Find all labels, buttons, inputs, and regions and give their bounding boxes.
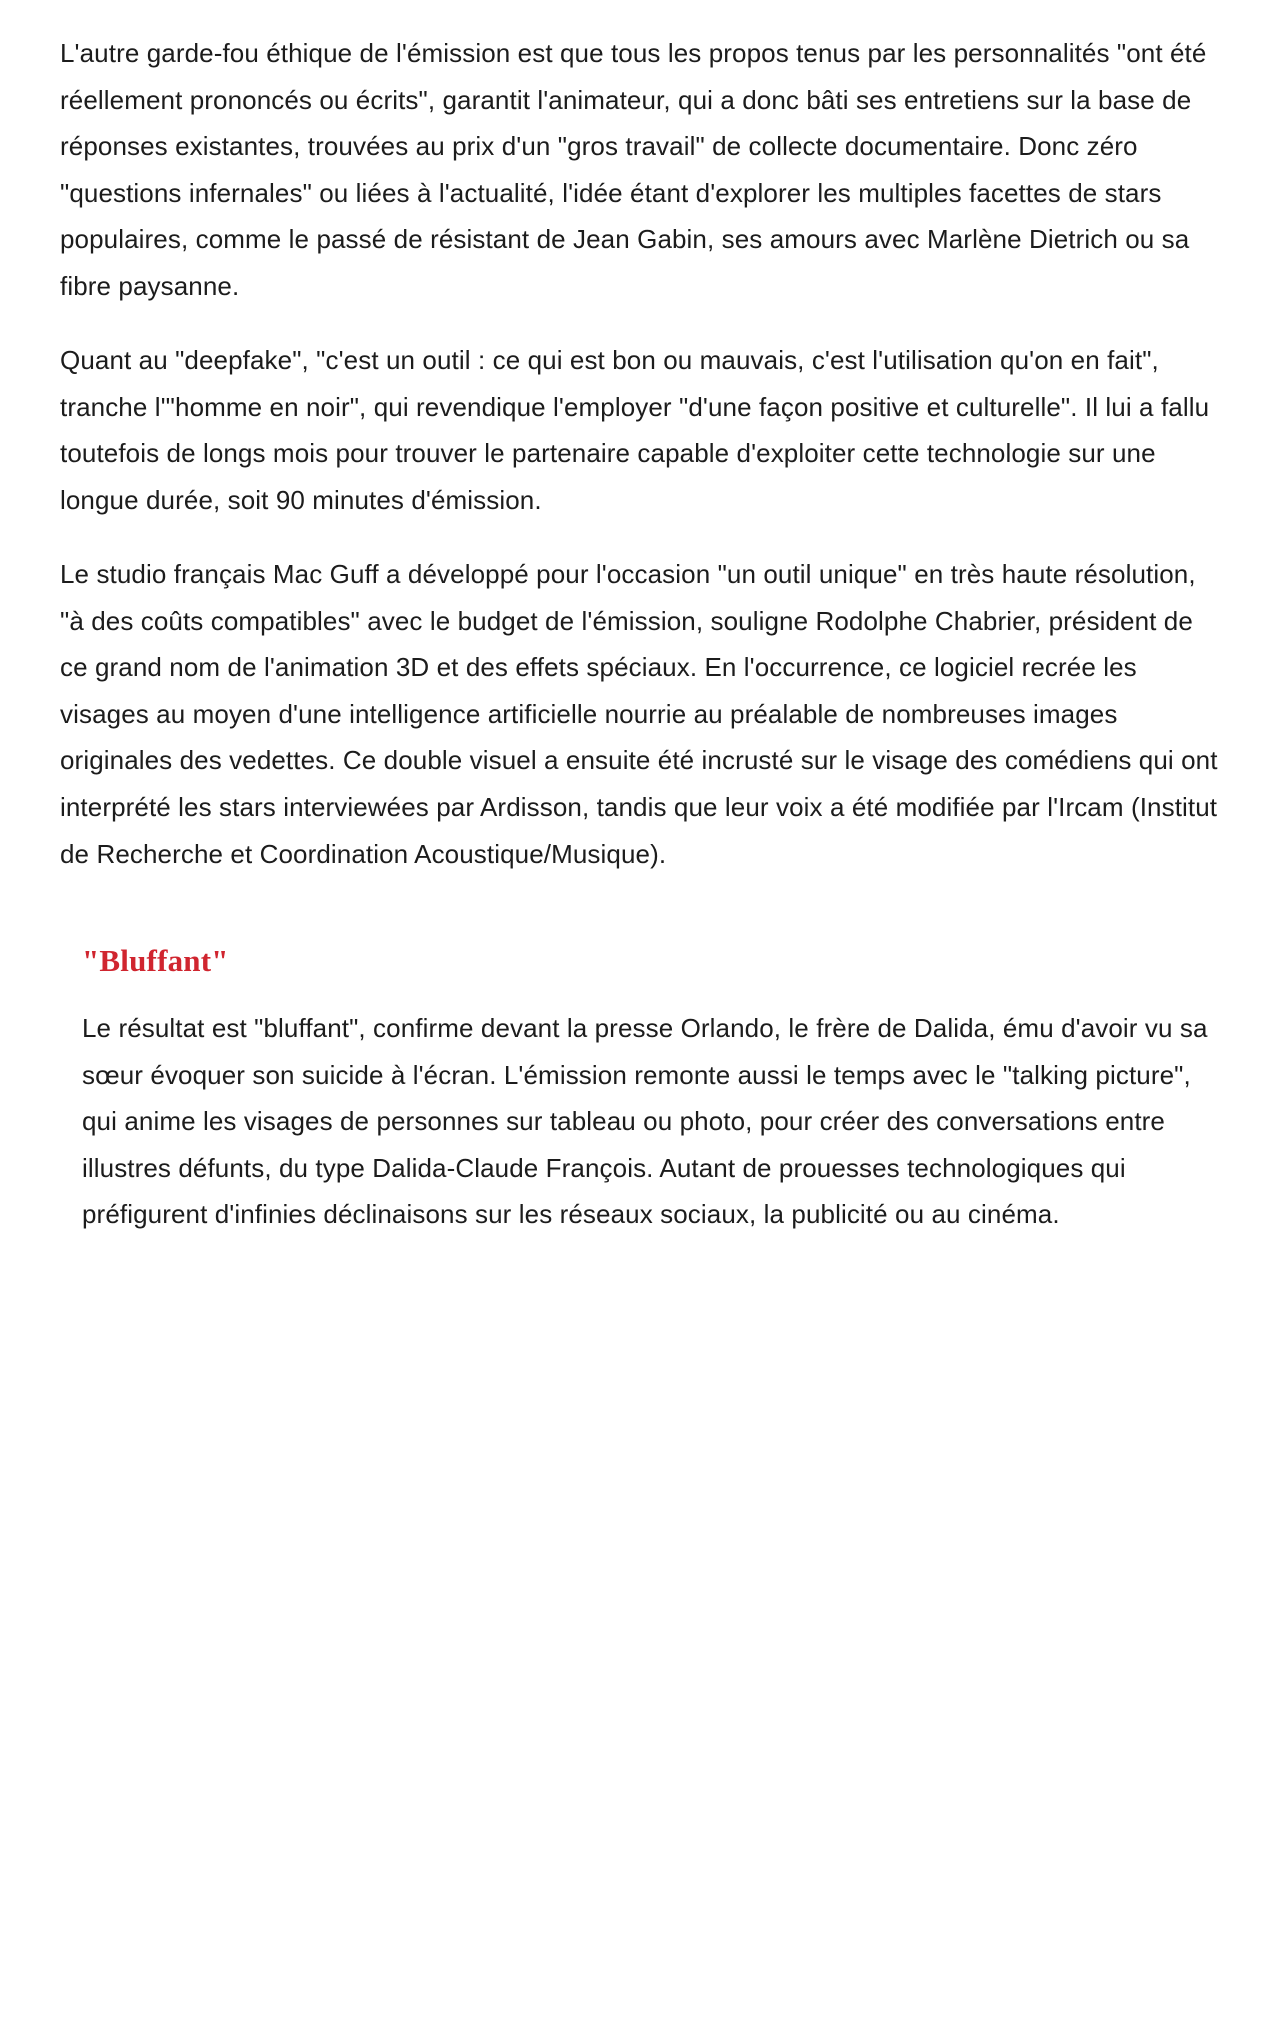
article-body bbox=[60, 0, 1220, 1278]
article-paragraph: Le résultat est "bluffant", confirme devant la presse Orlando, le frère de Dalida, ému d'avoir vu sa sœur évoquer son suicide à l'écran. L'émission remonte aussi le temps avec le "talking picture", qui anime les visages de personnes sur tableau ou photo, pour créer des conversations entre illustres défunts, du type Dalida-Claude François. Autant de prouesses technologiques qui préfigurent d'infinies déclinaisons sur les réseaux sociaux, la publicité ou au cinéma. bbox=[82, 1013, 1208, 1230]
article-paragraph: L'autre garde-fou éthique de l'émission est que tous les propos tenus par les personnalités "ont été réellement prononcés ou écrits", garantit l'animateur, qui a donc bâti ses entretiens sur la base de réponses existantes, trouvées au prix d'un "gros travail" de collecte documentaire. Donc zéro "questions infernales" ou liées à l'actualité, l'idée étant d'explorer les multiples facettes de stars populaires, comme le passé de résistant de Jean Gabin, ses amours avec Marlène Dietrich ou sa fibre paysanne. bbox=[60, 38, 1207, 301]
article-paragraph: Le studio français Mac Guff a développé pour l'occasion "un outil unique" en très haute résolution, "à des coûts compatibles" avec le budget de l'émission, souligne Rodolphe Chabrier, président de ce grand nom de l'animation 3D et des effets spéciaux. En l'occurrence, ce logiciel recrée les visages au moyen d'une intelligence artificielle nourrie au préalable de nombreuses images originales des vedettes. Ce double visuel a ensuite été incrusté sur le visage des comédiens qui ont interprété les stars interviewées par Ardisson, tandis que leur voix a été modifiée par l'Ircam (Institut de Recherche et Coordination Acoustique/Musique). bbox=[60, 559, 1218, 869]
article-section bbox=[60, 943, 1220, 1238]
article-paragraph: Quant au "deepfake", "c'est un outil : ce qui est bon ou mauvais, c'est l'utilisation qu'on en fait", tranche l'"homme en noir", qui revendique l'employer "d'une façon positive et culturelle". Il lui a fallu toutefois de longs mois pour trouver le partenaire capable d'exploiter cette technologie sur une longue durée, soit 90 minutes d'émission. bbox=[60, 345, 1210, 515]
section-heading: "Bluffant" bbox=[82, 943, 229, 979]
